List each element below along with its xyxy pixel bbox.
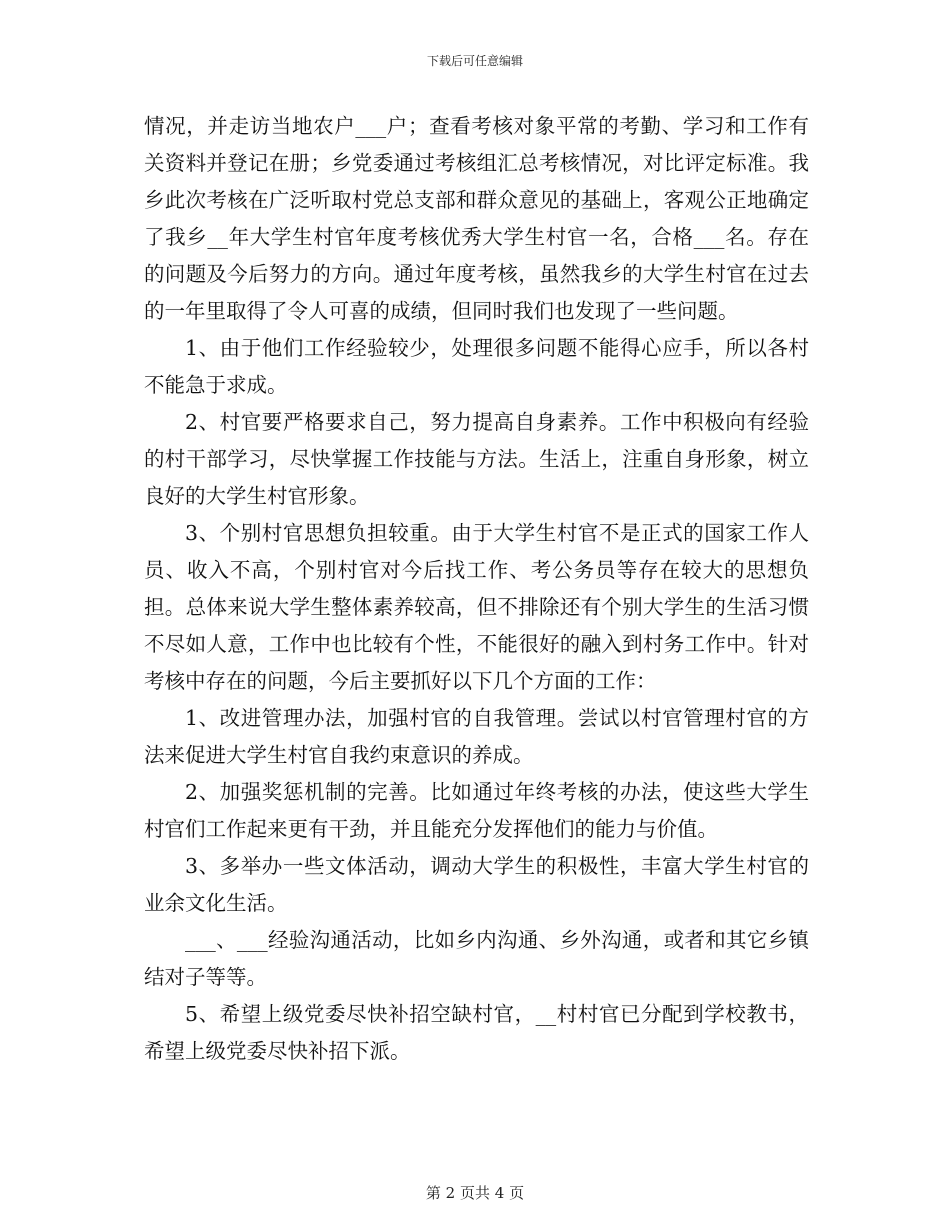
page-header: 下载后可任意编辑 — [426, 54, 523, 68]
paragraph-5: 1、改进管理办法，加强村官的自我管理。尝试以村官管理村官的方法来促进大学生村官自我约束意识的养成。 — [144, 706, 809, 767]
paragraph-4: 3、个别村官思想负担较重。由于大学生村官不是正式的国家工作人员、收入不高，个别村官对今后找工作、考公务员等存在较大的思想负担。总体来说大学生整体素养较高，但不排除还有个别大学生的生活习惯不尽如人意，工作中也比较有个性，不能很好的融入到村务工作中。针对考核中存在的问题，今后主要抓好以下几个方面的工作： — [144, 521, 809, 693]
paragraph-3: 2、村官要严格要求自己，努力提高自身素养。工作中积极向有经验的村干部学习，尽快掌握工作技能与方法。生活上，注重自身形象，树立良好的大学生村官形象。 — [144, 410, 809, 508]
paragraph-6: 2、加强奖惩机制的完善。比如通过年终考核的办法，使这些大学生村官们工作起来更有干劲，并且能充分发挥他们的能力与价值。 — [144, 780, 809, 841]
paragraph-2: 1、由于他们工作经验较少，处理很多问题不能得心应手，所以各村不能急于求成。 — [144, 336, 809, 397]
document-body — [144, 108, 809, 1070]
paragraph-8: ___、___经验沟通活动，比如乡内沟通、乡外沟通，或者和其它乡镇结对子等等。 — [144, 928, 809, 989]
paragraph-7: 3、多举办一些文体活动，调动大学生的积极性，丰富大学生村官的业余文化生活。 — [144, 854, 809, 915]
paragraph-1: 情况，并走访当地农户___户；查看考核对象平常的考勤、学习和工作有关资料并登记在册；乡党委通过考核组汇总考核情况，对比评定标准。我乡此次考核在广泛听取村党总支部和群众意见的基础上，客观公正地确定了我乡__年大学生村官年度考核优秀大学生村官一名，合格___名。存在的问题及今后努力的方向。通过年度考核，虽然我乡的大学生村官在过去的一年里取得了令人可喜的成绩，但同时我们也发现了一些问题。 — [144, 114, 809, 323]
paragraph-9: 5、希望上级党委尽快补招空缺村官，__村村官已分配到学校教书，希望上级党委尽快补招下派。 — [144, 1002, 809, 1063]
page-footer: 第 2 页共 4 页 — [425, 1184, 525, 1202]
